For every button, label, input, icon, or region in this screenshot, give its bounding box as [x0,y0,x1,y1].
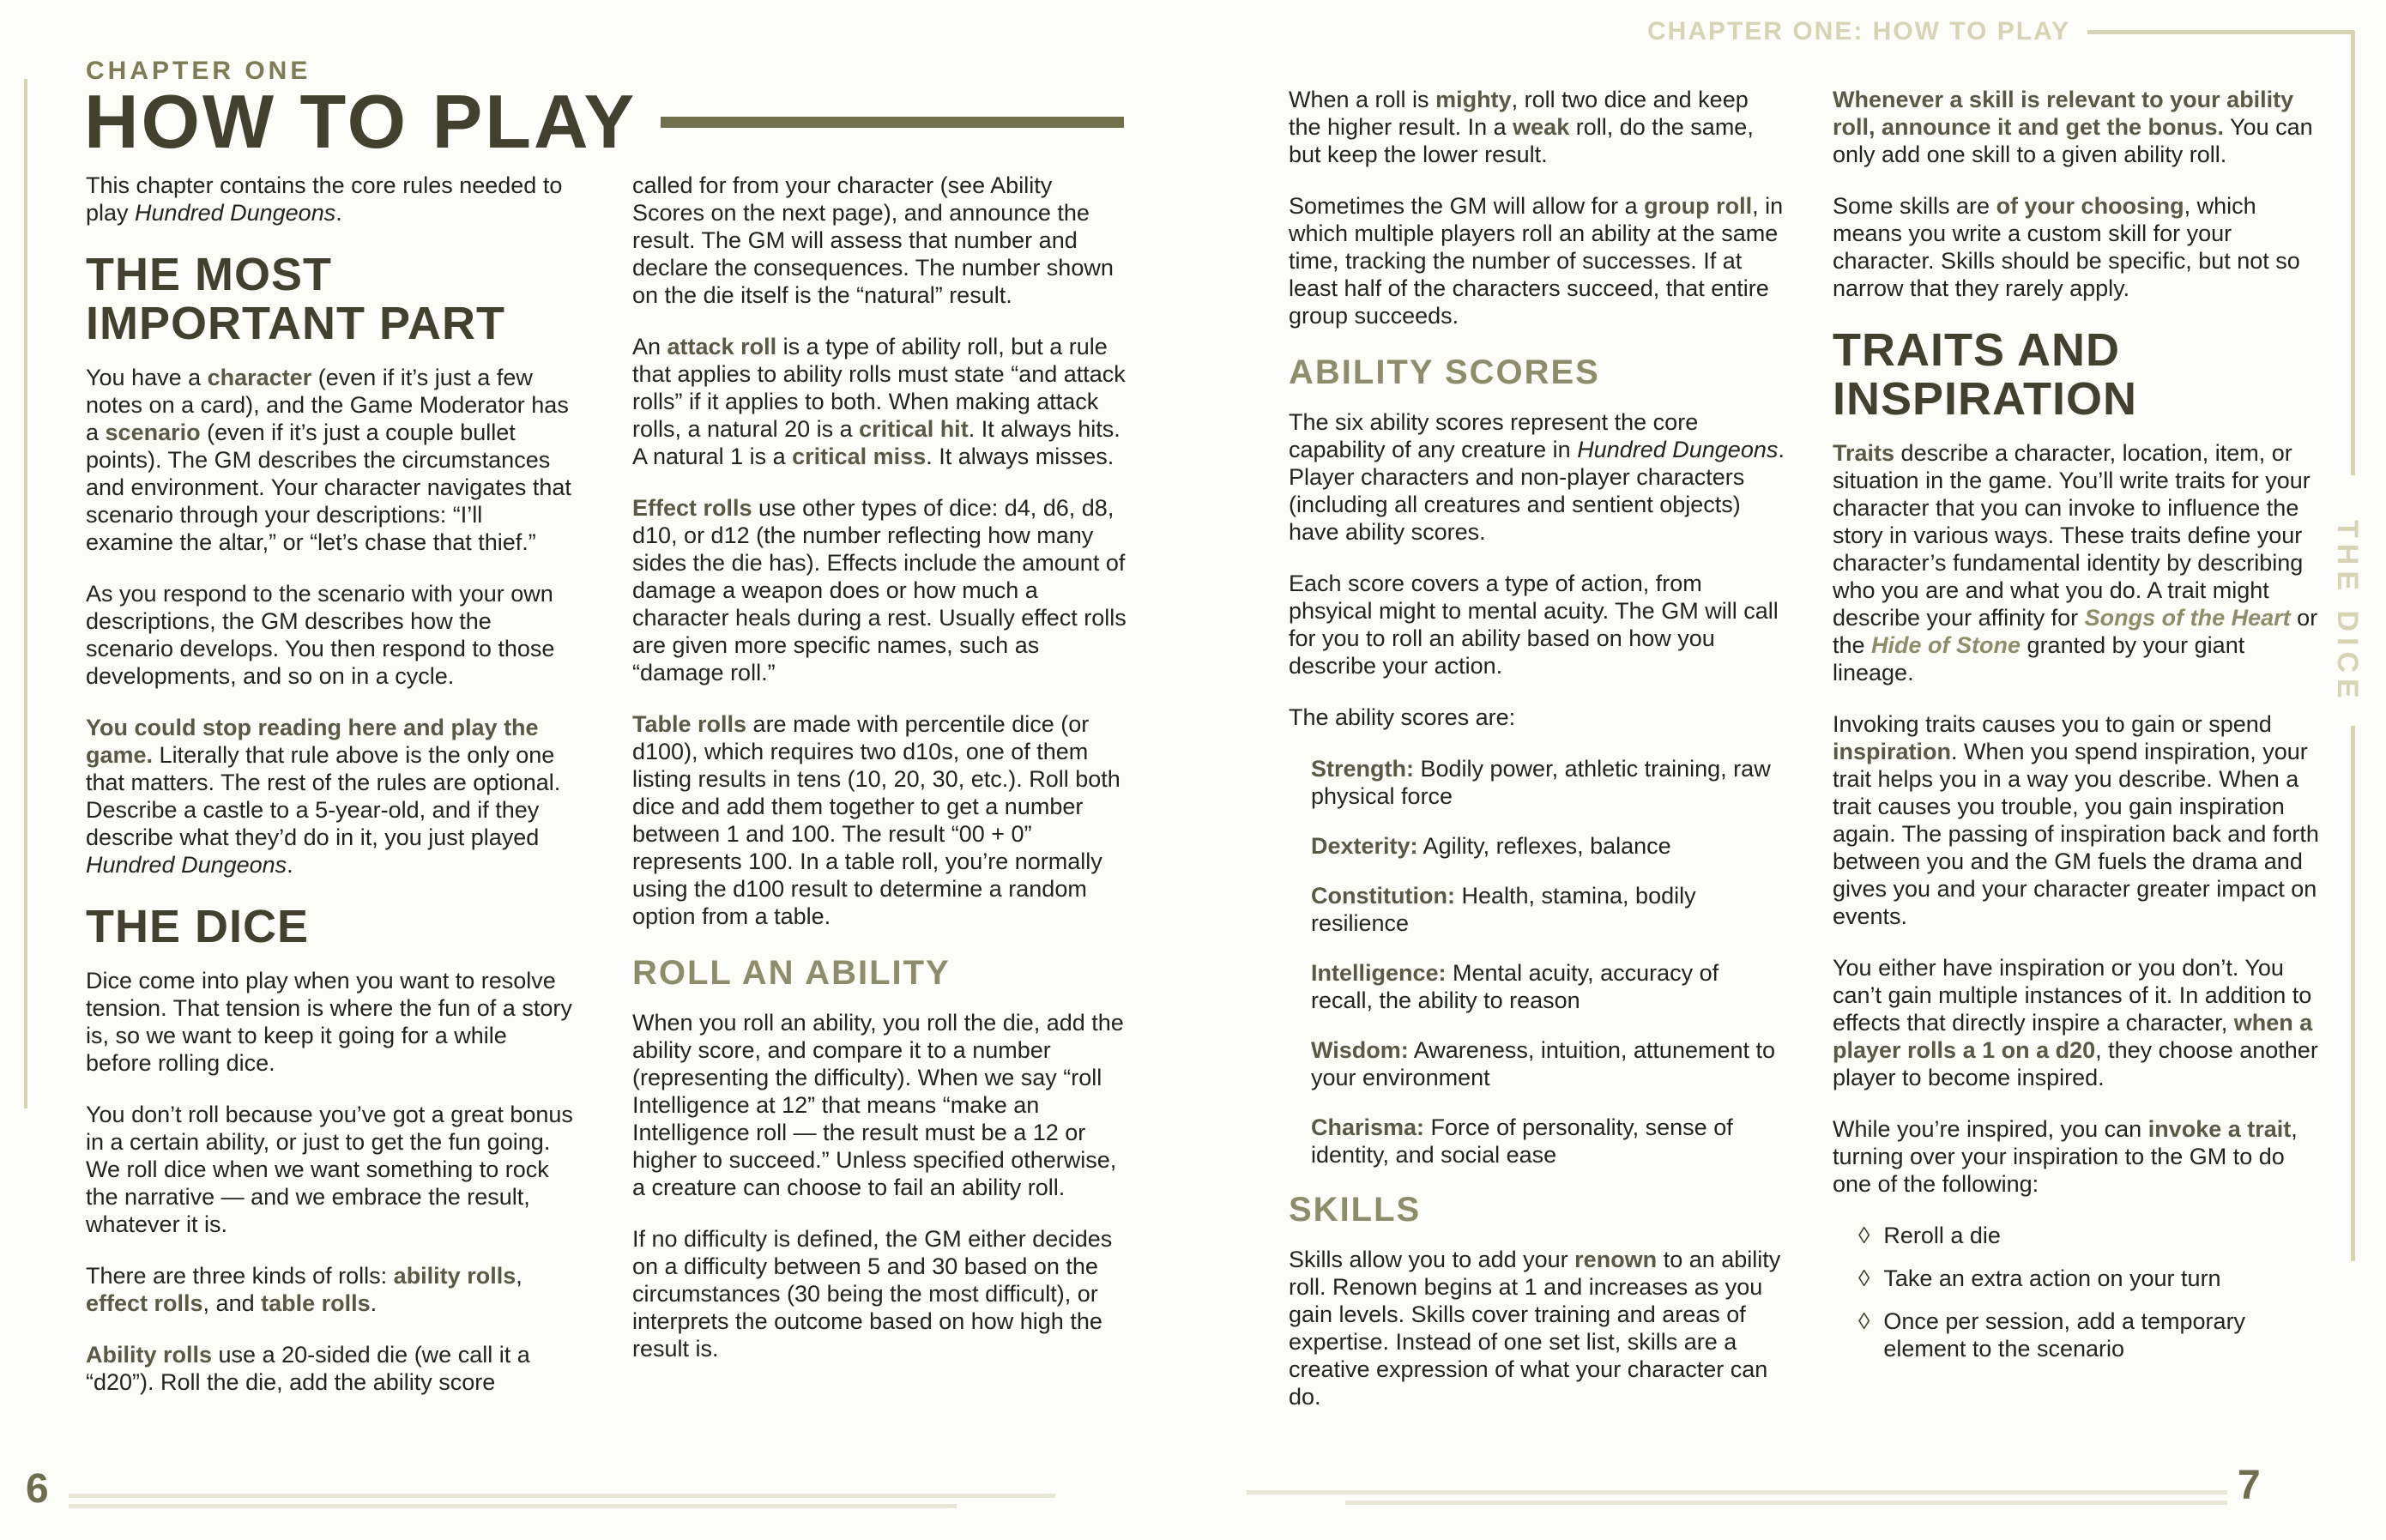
paragraph [632,494,1128,686]
keyword-text: ability rolls [393,1263,516,1289]
text-run: Literally that rule above is the only one that matters. The rest of the rules are optional. Describe a castle to a 5-year-old, and if they describe what they’d do in it, you just played [86,742,561,850]
text-run: Dice come into play when you want to resolve tension. That tension is where the fun of a story is, so we want to keep it going for a while before rolling dice. [86,968,572,1076]
styled-text: Hundred Dungeons [135,200,336,226]
paragraph [1833,954,2325,1091]
running-header-line [2087,30,2354,34]
text-run: or the [1833,605,2318,658]
side-tab-the-dice: THE DICE [2331,520,2364,704]
paragraph [1289,86,1786,168]
text-run: , they choose another player to become inspired. [1833,1037,2318,1090]
footer-line [69,1494,1055,1498]
text-run: The ability scores are: [1289,704,1516,730]
text-run: You don’t roll because you’ve got a great bonus in a certain ability, or just to get the fun going. We roll dice when we want something to rock the narrative — and we embrace the result, whatever it is. [86,1102,573,1237]
diamond-bullet-icon: ◊ [1858,1223,1870,1248]
text-run: Force of personality, sense of identity, and social ease [1311,1114,1733,1168]
keyword-text: Charisma: [1311,1114,1425,1140]
right-page-column-2 [1833,86,2325,1514]
text-run: , turning over your inspiration to the GM to do one of the following: [1833,1116,2298,1197]
bullet-text: Once per session, add a temporary element to the scenario [1883,1308,2246,1362]
paragraph [1289,704,1786,731]
text-run: Some skills are [1833,193,1996,219]
page-number-right: 7 [2238,1463,2261,1508]
paragraph [86,967,573,1077]
paragraph [632,1225,1128,1362]
text-run: Sometimes the GM will allow for a [1289,193,1645,219]
text-run: describe a character, location, item, or situation in the game. You’ll write traits for your character that you can invoke to influence the story in various ways. These traits define your character’s fundamental identity by describing who you are and what you do. A trait might describe your affinity for [1833,440,2310,631]
paragraph [86,1341,573,1396]
keyword-text: of your choosing [1996,193,2184,219]
keyword-text: effect rolls [86,1290,203,1316]
paragraph [1289,408,1786,546]
keyword-text: Table rolls [632,711,747,737]
text-run: As you respond to the scenario with your own descriptions, the GM describes how the scenario develops. You then respond to those developments, and so on in a cycle. [86,581,555,689]
ability-list-item [1311,882,1786,937]
paragraph [86,364,573,556]
text-run: is a type of ability roll, but a rule that applies to ability rolls must state “and attack rolls” if it applies to both. When making attack rolls, a natural 20 is a [632,334,1126,442]
section-heading: THE DICE [86,901,310,952]
sub-heading: SKILLS [1289,1191,1422,1229]
keyword-text: invoke a trait [2147,1116,2292,1142]
text-run: Skills allow you to add your [1289,1247,1575,1272]
paragraph [632,333,1128,470]
text-run: . Player characters and non-player characters (including all creatures and sentient objects) have ability scores. [1289,437,1785,545]
footer-line [1247,1490,2227,1495]
text-run: When you roll an ability, you roll the die, add the ability score, and compare it to a number (representing the difficulty). When we say “roll Intelligence at 12” that means “make an Intelligence roll — the result must be a 12 or higher to succeed.” Unless specified otherwise, a creature can choose to fail an ability roll. [632,1010,1124,1200]
text-run: , in which multiple players roll an ability at the same time, tracking the number of successes. If at least half of the characters succeed, that entire group succeeds. [1289,193,1784,329]
page-title: HOW TO PLAY [84,79,637,164]
ability-list [1289,755,1786,1169]
sub-heading: ROLL AN ABILITY [632,954,951,992]
title-rule [661,117,1124,128]
keyword-text: Strength: [1311,756,1414,782]
text-run: While you’re inspired, you can [1833,1116,2148,1142]
text-run: . It always hits. A natural 1 is a [632,416,1121,469]
chapter-kicker: CHAPTER ONE [86,57,311,85]
text-run: . When you spend inspiration, your trait helps you in a way you describe. When a trait causes you trouble, you gain inspiration again. The passing of inspiration back and forth between you and the GM fuels the drama and gives you and your character greater impact on events. [1833,739,2319,929]
keyword-text: Ability rolls [86,1342,213,1368]
right-page-column-1 [1289,86,1786,1480]
text-run: Health, stamina, bodily resilience [1311,883,1696,936]
right-corner-line-upper [2351,31,2355,475]
text-run: use a 20-sided die (we call it a “d20”). Roll the die, add the ability score [86,1342,530,1395]
keyword-text: Dexterity: [1311,833,1418,859]
text-run: . [287,852,293,878]
paragraph [1289,192,1786,329]
keyword-text: renown [1574,1247,1658,1272]
chapter-title-row [84,79,1124,164]
styled-text: Hundred Dungeons [86,852,287,878]
text-run: roll, do the same, but keep the lower result. [1289,114,1754,167]
keyword-text: You could stop reading here and play the game. [86,715,539,768]
text-run: Awareness, intuition, attunement to your environment [1311,1037,1776,1090]
text-run: You either have inspiration or you don’t. You can’t gain multiple instances of it. In addition to effects that directly inspire a character, [1833,955,2312,1036]
running-header [1647,17,2354,46]
ability-list-item [1311,832,1786,860]
text-run: . [335,200,342,226]
paragraph [632,1009,1128,1201]
ability-list-item [1311,1036,1786,1091]
bullet-list [1833,1222,2325,1362]
ability-list-item [1311,755,1786,810]
text-run: The six ability scores represent the core capability of any creature in [1289,409,1699,462]
text-run: Bodily power, athletic training, raw physical force [1311,756,1771,809]
paragraph [86,714,573,879]
text-run: . [370,1290,378,1316]
text-run: When a roll is [1289,87,1436,112]
text-run: , roll two dice and keep the higher result. In a [1289,87,1749,140]
section-heading: TRAITS AND INSPIRATION [1833,324,2138,425]
keyword-text: weak [1513,114,1570,140]
text-run: If no difficulty is defined, the GM either decides on a difficulty between 5 and 30 based on the circumstances (30 being the most difficult), or interprets the outcome based on how high the result is. [632,1226,1113,1362]
keyword-text: Traits [1833,440,1895,466]
footer-line [69,1504,957,1508]
left-page-column-1 [86,172,573,1471]
page-number-left: 6 [26,1466,49,1512]
bullet-list-item [1858,1307,2325,1362]
keyword-text: character [207,365,312,390]
text-run: Each score covers a type of action, from phsyical might to mental acuity. The GM will call for you to roll an ability based on how you describe your action. [1289,571,1779,679]
text-run: Mental acuity, accuracy of recall, the ability to reason [1311,960,1719,1013]
text-run: , [516,1263,523,1289]
text-run: (even if it’s just a couple bullet points). The GM describes the circumstances and environment. Your character navigates that scenario through your descriptions: “I’ll examine the altar,” or “let’s chase that thief.” [86,420,571,555]
text-run: (even if it’s just a few notes on a card), and the Game Moderator has a [86,365,569,445]
diamond-bullet-icon: ◊ [1858,1308,1870,1334]
paragraph [86,1262,573,1317]
text-run: granted by your giant lineage. [1833,632,2245,685]
ability-list-item [1311,959,1786,1014]
text-run: to an ability roll. Renown begins at 1 and increases as you gain levels. Skills cover training and areas of expertise. Instead of one set list, skills are a creative expression of what your character can do. [1289,1247,1781,1410]
footer-line [1345,1501,2227,1505]
keyword-text: Effect rolls [632,495,752,521]
paragraph [86,1101,573,1238]
keyword-text: scenario [105,420,201,445]
paragraph [1833,710,2325,930]
ability-list-item [1311,1114,1786,1169]
sub-heading: ABILITY SCORES [1289,353,1600,391]
bullet-text: Reroll a die [1883,1223,2001,1248]
paragraph [86,172,573,226]
keyword-text: critical hit [859,416,969,442]
text-run: . It always misses. [926,444,1114,469]
bullet-list-item [1858,1265,2325,1292]
text-run: Invoking traits causes you to gain or spend [1833,711,2272,737]
paragraph [86,580,573,690]
styled-text: Hundred Dungeons [1577,437,1779,462]
paragraph [632,710,1128,930]
styled-text: Songs of the Heart [2084,605,2291,631]
paragraph [1833,1115,2325,1198]
paragraph [1289,570,1786,679]
text-run: You have a [86,365,208,390]
keyword-text: group roll [1644,193,1753,219]
text-run: , which means you write a custom skill for your character. Skills should be specific, but not so narrow that they rarely apply. [1833,193,2300,301]
text-run: , and [202,1290,262,1316]
text-run: This chapter contains the core rules needed to play [86,172,563,226]
running-header-text: CHAPTER ONE: HOW TO PLAY [1647,17,2071,45]
keyword-text: Whenever a skill is relevant to your ability roll, announce it and get the bonus. [1833,87,2294,140]
text-run: are made with percentile dice (or d100), which requires two d10s, one of them listing results in tens (10, 20, 30, etc.). Roll both dice and add them together to get a number between 1 and 100. The result “00 + 0” represents 100. In a table roll, you’re normally using the d100 result to determine a random option from a table. [632,711,1121,929]
text-run: called for from your character (see Ability Scores on the next page), and announce the result. The GM will assess that number and declare the consequences. The number shown on the die itself is the “natural” result. [632,172,1114,308]
text-run: You can only add one skill to a given ability roll. [1833,114,2313,167]
bullet-list-item [1858,1222,2325,1249]
bullet-text: Take an extra action on your turn [1883,1265,2221,1291]
paragraph [1833,192,2325,302]
keyword-text: table rolls [261,1290,371,1316]
paragraph [1289,1246,1786,1410]
text-run: There are three kinds of rolls: [86,1263,394,1289]
keyword-text: mighty [1435,87,1512,112]
styled-text: Hide of Stone [1871,632,2021,658]
diamond-bullet-icon: ◊ [1858,1265,1870,1291]
keyword-text: when a player rolls a 1 on a d20 [1833,1010,2313,1063]
text-run: use other types of dice: d4, d6, d8, d10, or d12 (the number reflecting how many sides the die has). Effects include the amount of damage a weapon does or how much a character heals during a rest. Usually effect rolls are given more specific names, such as “damage roll.” [632,495,1127,685]
section-heading: THE MOST IMPORTANT PART [86,249,505,349]
paragraph [1833,439,2325,686]
paragraph [1833,86,2325,168]
paragraph [632,172,1128,309]
left-page-column-2 [632,172,1128,1493]
left-edge-decorative-line [24,79,27,1108]
right-corner-line-lower [2351,726,2355,1261]
text-run: Agility, reflexes, balance [1417,833,1671,859]
keyword-text: Constitution: [1311,883,1455,909]
keyword-text: critical miss [792,444,927,469]
keyword-text: attack roll [667,334,777,359]
keyword-text: Intelligence: [1311,960,1447,986]
text-run: An [632,334,667,359]
keyword-text: Wisdom: [1311,1037,1409,1063]
keyword-text: inspiration [1833,739,1952,764]
